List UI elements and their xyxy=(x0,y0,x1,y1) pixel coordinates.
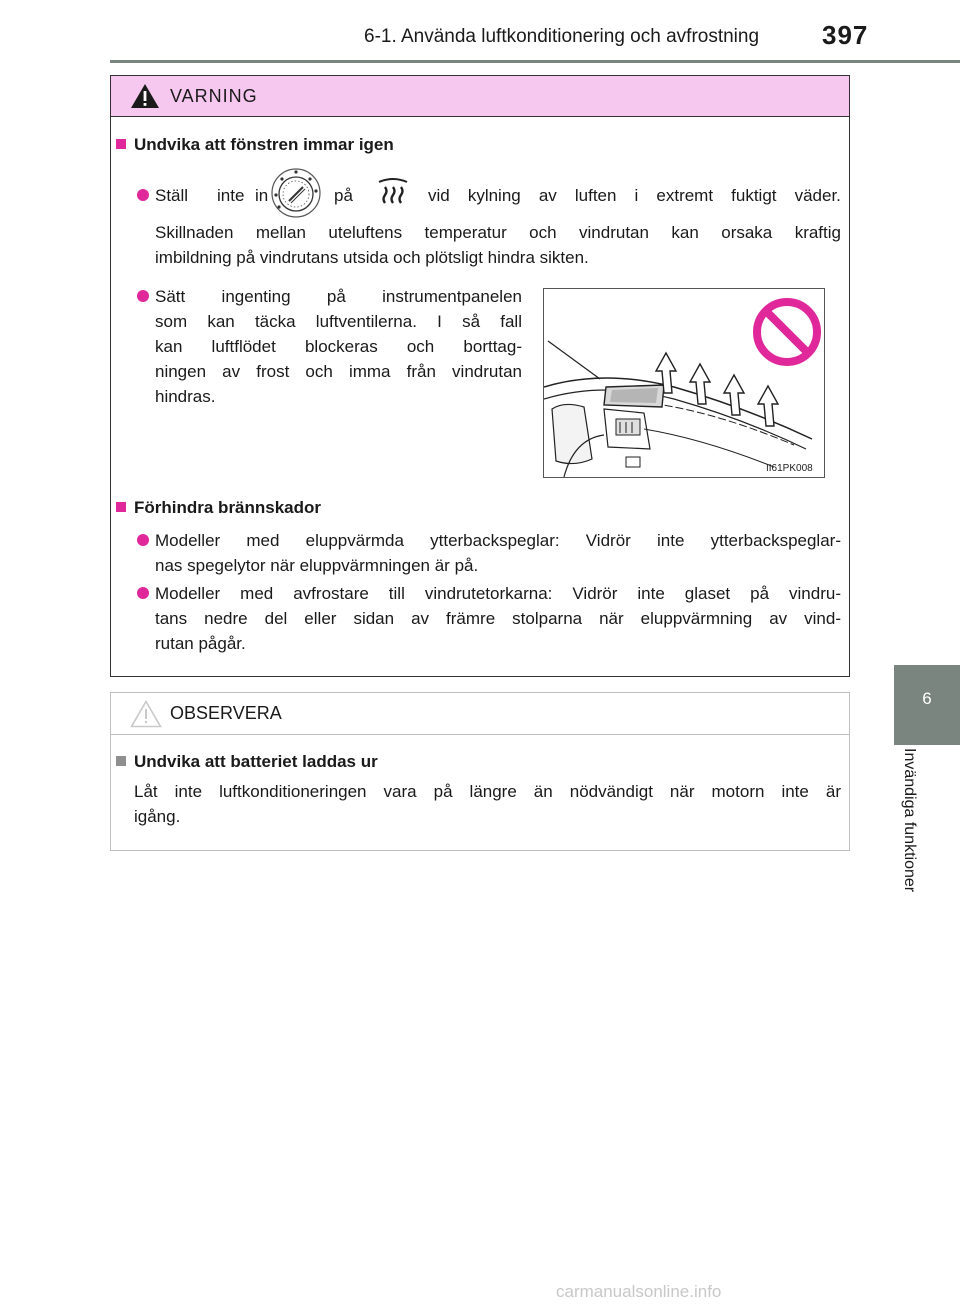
notice-text: Låt inte luftkonditioneringen vara på längre än nödvändigt när motorn inte är igång. xyxy=(134,782,841,826)
notice-label: OBSERVERA xyxy=(170,703,282,723)
mode-dial-icon xyxy=(270,167,322,219)
dashboard-drawing xyxy=(544,289,824,477)
page-number: 397 xyxy=(822,20,869,50)
warning-header xyxy=(111,76,849,117)
warning-label: VARNING xyxy=(170,86,258,106)
round-bullet-icon xyxy=(137,290,149,302)
burns-bullet-1-text: Modeller med eluppvärmda ytterbackspeglar: Vidrör inte ytterbackspeglar- nas spegelytor när eluppvärmningen är på. xyxy=(155,531,841,575)
fog-bullet-2-text: Sätt ingenting på instrumentpanelen som kan täcka luftventilerna. I så fall kan luftflödet blockeras och borttag- ningen av frost och imma från vindrutan hindras. xyxy=(155,287,522,406)
round-bullet-icon xyxy=(137,587,149,599)
prohibition-icon xyxy=(757,302,817,362)
notice-header xyxy=(111,693,849,735)
square-bullet-icon xyxy=(116,139,126,149)
chapter-tab xyxy=(894,665,960,745)
section-title-fog: Undvika att fönstren immar igen xyxy=(116,135,394,155)
square-bullet-icon xyxy=(116,502,126,512)
section-title-burns: Förhindra brännskador xyxy=(116,498,321,518)
square-bullet-icon xyxy=(116,756,126,766)
warning-triangle-icon xyxy=(130,83,160,109)
fog-bullet-1-line2: Skillnaden mellan uteluftens temperatur och vindrutan kan orsaka kraftig xyxy=(155,223,841,242)
header-rule xyxy=(110,60,960,63)
chapter-label: Invändiga funktioner xyxy=(901,748,918,893)
figure-code: II61PK008 xyxy=(766,463,813,474)
chapter-number: 6 xyxy=(922,689,932,708)
fog-bullet-1-line1: Ställ inte in på vid kylning av luften i extremt fuktigt väder. xyxy=(155,183,841,208)
section-title: 6-1. Använda luftkonditionering och avfrostning xyxy=(364,26,760,47)
chapter-label-wrap xyxy=(901,748,960,893)
fog-bullet-1-rest: vid kylning av luften i extremt fuktigt väder. xyxy=(428,186,841,205)
round-bullet-icon xyxy=(137,189,149,201)
defroster-icon xyxy=(376,178,410,210)
burns-bullet-2-text: Modeller med avfrostare till vindrutetorkarna: Vidrör inte glaset på vindru- tans nedre del eller sidan av främre stolparna när eluppvärmning av vind- rutan pågår. xyxy=(155,584,841,653)
fog-bullet-1-line3: imbildning på vindrutans utsida och plötsligt hindra sikten. xyxy=(155,248,589,267)
watermark: carmanualsonline.info xyxy=(556,1282,722,1301)
round-bullet-icon xyxy=(137,534,149,546)
notice-title: Undvika att batteriet laddas ur xyxy=(116,752,378,772)
warning-triangle-icon xyxy=(130,700,162,728)
dashboard-illustration xyxy=(543,288,825,478)
